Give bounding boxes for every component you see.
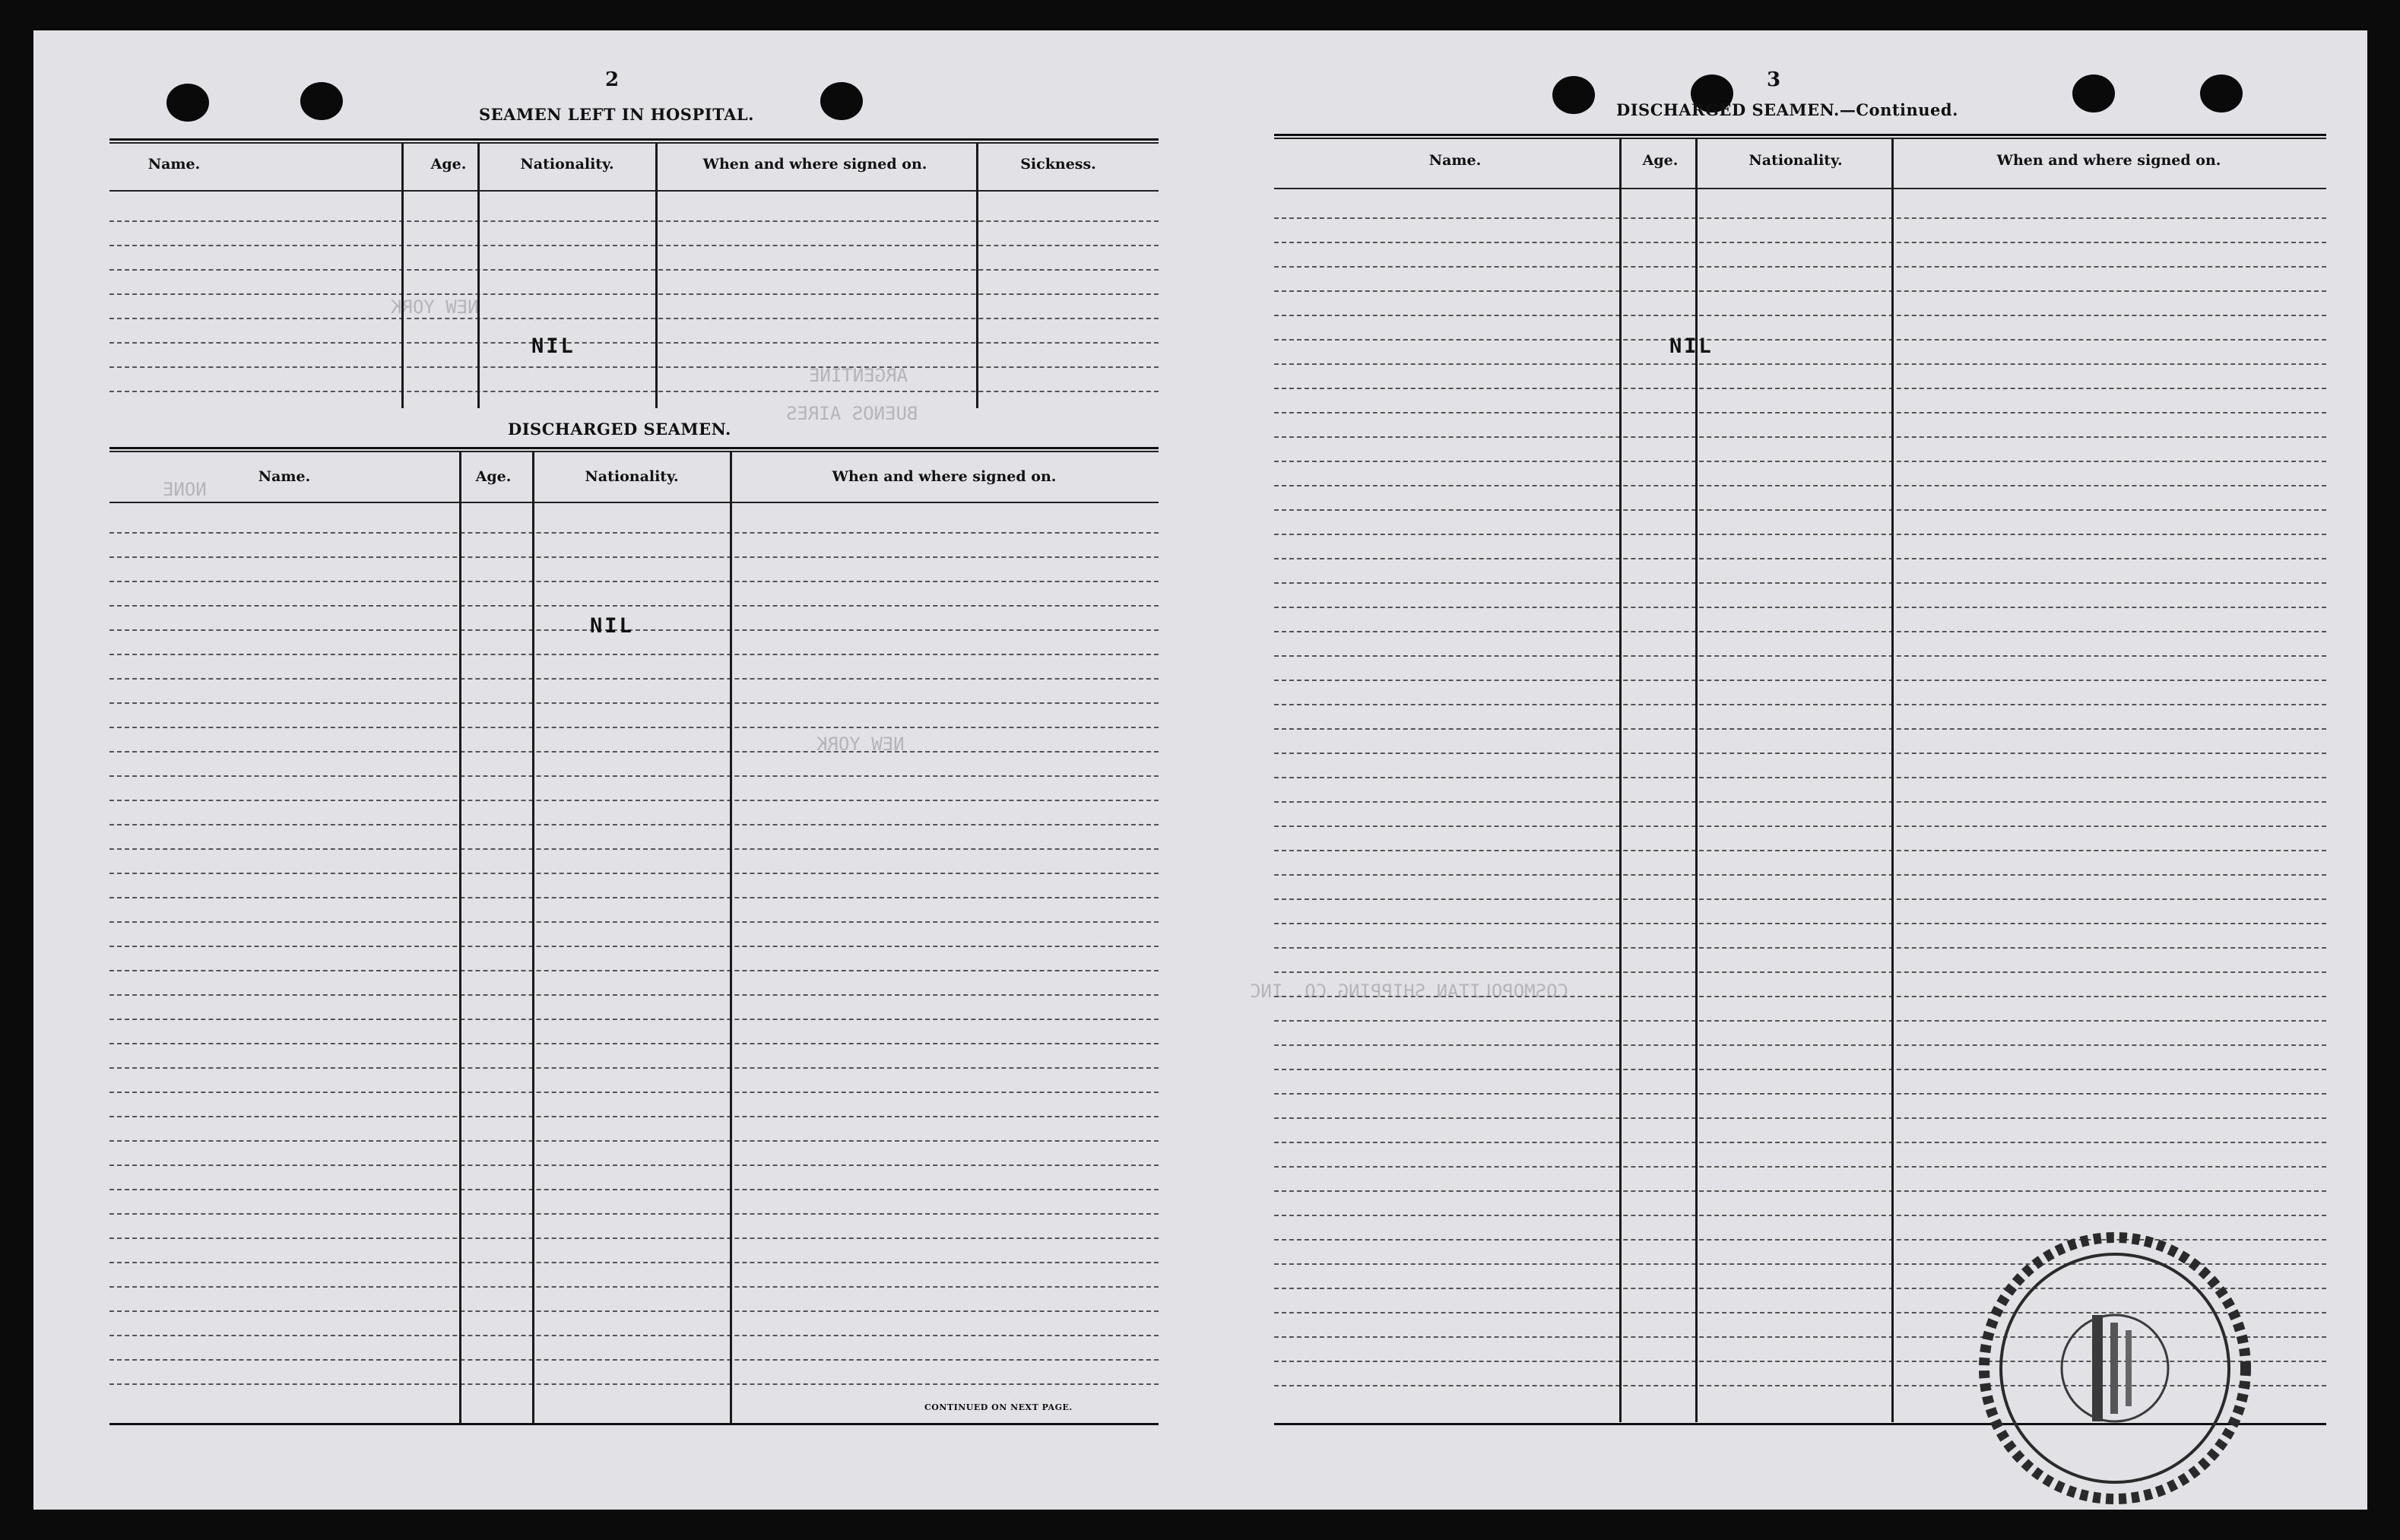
ruled-line xyxy=(1274,290,2326,292)
ruled-line xyxy=(109,1286,1159,1288)
ruled-line xyxy=(1274,947,2326,949)
ruled-line xyxy=(109,1189,1159,1190)
column-header-nationality: Nationality. xyxy=(520,156,614,173)
header-rule xyxy=(109,502,1159,503)
column-divider xyxy=(1891,138,1894,1422)
nil-stamp: NIL xyxy=(1669,334,1714,358)
punch-hole xyxy=(166,84,209,122)
bleed-through-text: COSMOPOLITAN SHIPPING CO. INC xyxy=(1250,981,1569,1002)
ruled-line xyxy=(109,873,1159,874)
table-top-rule xyxy=(1274,138,2326,139)
ruled-line xyxy=(1274,1215,2326,1216)
ruled-line xyxy=(109,532,1159,534)
column-header-when-where: When and where signed on. xyxy=(1996,152,2221,169)
column-header-age: Age. xyxy=(475,468,512,485)
column-header-name: Name. xyxy=(147,156,201,173)
ruled-line xyxy=(109,994,1159,996)
column-divider xyxy=(1695,138,1698,1422)
bleed-through-text: NONE xyxy=(163,479,207,500)
discharged-continued-title: DISCHARGED SEAMEN.—Continued. xyxy=(1616,100,1958,119)
punch-hole xyxy=(1552,76,1595,114)
ruled-line xyxy=(109,921,1159,923)
table-bottom-rule xyxy=(109,1423,1159,1425)
hospital-section-title: SEAMEN LEFT IN HOSPITAL. xyxy=(479,105,754,124)
ruled-line xyxy=(1274,217,2326,219)
ruled-line xyxy=(109,293,1159,295)
ruled-line xyxy=(1274,728,2326,730)
ruled-line xyxy=(109,245,1159,246)
column-divider xyxy=(655,142,658,408)
column-header-nationality: Nationality. xyxy=(585,468,679,485)
page-number: 2 xyxy=(605,68,620,91)
ruled-line xyxy=(109,1019,1159,1020)
nil-stamp: NIL xyxy=(590,614,634,638)
ruled-line xyxy=(1274,558,2326,559)
ruled-line xyxy=(109,1335,1159,1336)
ruled-line xyxy=(109,366,1159,368)
ruled-line xyxy=(1274,388,2326,389)
ruled-line xyxy=(109,751,1159,753)
ruled-line xyxy=(109,220,1159,222)
ruled-line xyxy=(1274,1044,2326,1046)
ruled-line xyxy=(1274,607,2326,608)
ruled-line xyxy=(1274,680,2326,681)
ruled-line xyxy=(1274,631,2326,632)
ruled-line xyxy=(1274,339,2326,341)
punch-hole xyxy=(820,82,863,120)
column-header-name: Name. xyxy=(1428,152,1482,169)
ruled-line xyxy=(1274,1020,2326,1022)
column-header-nationality: Nationality. xyxy=(1748,152,1843,169)
ruled-line xyxy=(109,1043,1159,1044)
ruled-line xyxy=(1274,996,2326,997)
ruled-line xyxy=(109,946,1159,947)
punch-hole xyxy=(300,82,343,120)
ruled-line xyxy=(1274,461,2326,462)
ruled-line xyxy=(1274,1093,2326,1095)
column-header-age: Age. xyxy=(1642,152,1679,169)
punch-hole xyxy=(2072,74,2115,112)
ruled-line xyxy=(1274,801,2326,803)
ruled-line xyxy=(109,1237,1159,1239)
column-divider xyxy=(532,451,534,1424)
ruled-line xyxy=(1274,825,2326,827)
ruled-line xyxy=(1274,242,2326,243)
ruled-line xyxy=(109,1310,1159,1312)
ruled-line xyxy=(109,702,1159,704)
table-top-rule xyxy=(1274,134,2326,136)
ruled-line xyxy=(109,897,1159,898)
column-divider xyxy=(401,142,404,408)
column-divider xyxy=(459,451,461,1424)
ruled-line xyxy=(109,1116,1159,1117)
page-number: 3 xyxy=(1767,68,1781,91)
ruled-line xyxy=(1274,898,2326,900)
bleed-through-text: NEW YORK xyxy=(391,296,479,318)
bleed-through-text: ARGENTINE xyxy=(809,365,908,386)
column-divider xyxy=(976,142,978,408)
ruled-line xyxy=(109,556,1159,558)
ruled-line xyxy=(109,678,1159,680)
ruled-line xyxy=(109,1262,1159,1263)
ruled-line xyxy=(1274,436,2326,438)
ruled-line xyxy=(1274,704,2326,705)
ruled-line xyxy=(109,970,1159,971)
ruled-line xyxy=(109,775,1159,777)
ruled-line xyxy=(1274,971,2326,973)
ruled-line xyxy=(1274,655,2326,657)
column-divider xyxy=(477,142,480,408)
ruled-line xyxy=(109,1092,1159,1093)
ruled-line xyxy=(109,1383,1159,1385)
ruled-line xyxy=(1274,266,2326,268)
document-sheet xyxy=(33,30,2367,1510)
ruled-line xyxy=(109,605,1159,607)
ruled-line xyxy=(109,727,1159,728)
ruled-line xyxy=(109,318,1159,319)
ruled-line xyxy=(1274,753,2326,754)
header-rule xyxy=(109,190,1159,192)
ruled-line xyxy=(109,1165,1159,1166)
ruled-line xyxy=(109,824,1159,825)
ruled-line xyxy=(109,848,1159,850)
nil-stamp: NIL xyxy=(531,334,575,358)
ruled-line xyxy=(1274,1166,2326,1168)
ruled-line xyxy=(1274,1117,2326,1119)
column-header-sickness: Sickness. xyxy=(1020,156,1096,173)
ruled-line xyxy=(1274,923,2326,924)
ruled-line xyxy=(109,800,1159,801)
ruled-line xyxy=(109,1067,1159,1069)
ruled-line xyxy=(1274,777,2326,778)
punch-hole xyxy=(2200,74,2243,112)
ruled-line xyxy=(1274,850,2326,851)
continued-footer: CONTINUED ON NEXT PAGE. xyxy=(924,1402,1073,1412)
ruled-line xyxy=(109,1140,1159,1142)
column-divider xyxy=(1619,138,1622,1422)
ruled-line xyxy=(1274,485,2326,486)
postmark-seal xyxy=(1970,1224,2259,1513)
discharged-section-title: DISCHARGED SEAMEN. xyxy=(508,420,731,439)
ruled-line xyxy=(109,269,1159,271)
ruled-line xyxy=(109,391,1159,392)
column-header-name: Name. xyxy=(258,468,311,485)
ruled-line xyxy=(1274,534,2326,535)
ruled-line xyxy=(109,1213,1159,1215)
ruled-line xyxy=(1274,1142,2326,1143)
table-top-rule xyxy=(109,138,1159,141)
ruled-line xyxy=(1274,1069,2326,1070)
column-header-when-where: When and where signed on. xyxy=(832,468,1057,485)
table-top-rule xyxy=(109,451,1159,452)
column-divider xyxy=(730,451,732,1424)
column-header-age: Age. xyxy=(430,156,467,173)
column-header-when-where: When and where signed on. xyxy=(702,156,927,173)
ruled-line xyxy=(1274,1190,2326,1192)
ruled-line xyxy=(109,654,1159,655)
ruled-line xyxy=(1274,315,2326,316)
ruled-line xyxy=(1274,874,2326,876)
ruled-line xyxy=(109,581,1159,582)
ruled-line xyxy=(109,629,1159,631)
ruled-line xyxy=(109,342,1159,344)
ruled-line xyxy=(1274,582,2326,584)
bleed-through-text: NEW YORK xyxy=(816,734,905,755)
ruled-line xyxy=(1274,509,2326,511)
table-top-rule xyxy=(109,447,1159,449)
header-rule xyxy=(1274,188,2326,189)
ruled-line xyxy=(1274,412,2326,414)
ruled-line xyxy=(1274,363,2326,365)
ruled-line xyxy=(109,1359,1159,1361)
table-top-rule xyxy=(109,142,1159,144)
bleed-through-text: BUENOS AIRES xyxy=(786,403,918,424)
